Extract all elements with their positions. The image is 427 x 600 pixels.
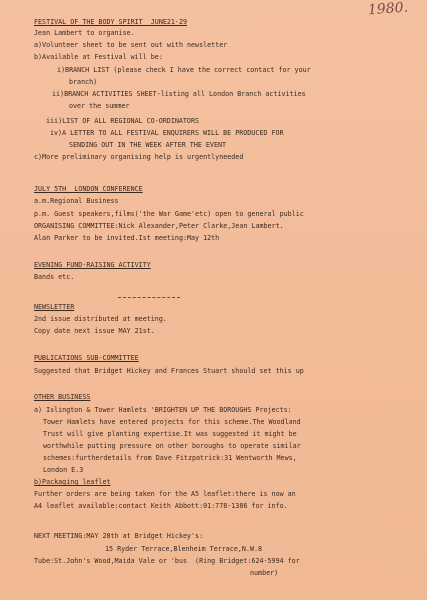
text-line: branch) (69, 78, 98, 86)
text-line: i)BRANCH LIST (please check I have the correct contact for your (57, 66, 311, 74)
text-line: worthwhile putting pressure on other boroughs to operate similar (43, 442, 301, 450)
text-line: ii)BRANCH ACTIVITIES SHEET-listing all London Branch activities (52, 90, 306, 98)
section-heading-publications: PUBLICATIONS SUB-COMMITTEE (34, 354, 139, 362)
section-heading-newsletter: NEWSLETTER (34, 303, 75, 311)
text-line: a) Islington & Tower Hamlets 'BRIGHTEN UP THE BOROUGHS Projects: (34, 406, 292, 414)
text-line: c)More preliminary organising help is urgentlyneeded (34, 153, 244, 161)
text-line: schemes:furtherdetails from Dave Fitzpatrick:31 Wentworth Mews, (43, 454, 297, 462)
text-line: Bands etc. (34, 273, 75, 281)
text-line: iii)LIST OF ALL REGIONAL CO-ORDINATORS (46, 117, 199, 125)
sub-heading-packaging-leaflet: b)Packaging leaflet (34, 478, 111, 486)
text-line: London E.3 (43, 466, 84, 474)
next-meeting-address: 15 Ryder Terrace,Blenheim Terrace,N.W.8 (105, 545, 263, 553)
text-line: Trust will give planting expertise.It was suggested it might be (43, 430, 297, 438)
text-line: 2nd issue distributed at meeting. (34, 315, 167, 323)
text-line: Suggested that Bridget Hickey and Frances Stuart should set this up (34, 367, 304, 375)
text-line: iv)A LETTER TO ALL FESTIVAL ENQUIRERS WILL BE PRODUCED FOR (50, 129, 284, 137)
section-heading-conference: JULY 5TH LONDON CONFERENCE (34, 185, 143, 193)
text-line: Jean Lambert to organise. (34, 29, 135, 37)
section-heading-fundraising: EVENING FUND-RAISING ACTIVITY (34, 261, 151, 269)
text-line: a.m.Regional Business (34, 197, 119, 205)
text-line: Further orders are being taken for the A5 leaflet:there is now an (34, 490, 296, 498)
text-line: b)Available at Festival will be: (34, 53, 163, 61)
text-line: Tower Hamlets have entered projects for this scheme.The Woodland (43, 418, 301, 426)
section-heading-festival: FESTIVAL OF THE BODY SPIRIT JUNE21-29 (34, 18, 187, 26)
text-line: ORGANISING COMMITTEE:Nick Alexander,Peter Clarke,Jean Lambert. (34, 222, 284, 230)
text-line: Alan Parker to be invited.Ist meeting:May 12th (34, 234, 220, 242)
next-meeting-travel: Tube:St.John's Wood,Maida Vale or 'bus (Ring Bridget:624-5994 for (34, 557, 300, 565)
section-divider (118, 297, 180, 298)
text-line: over the summer (69, 102, 130, 110)
next-meeting-line: NEXT MEETING:MAY 28th at Bridget Hickey's: (34, 532, 204, 540)
handwritten-year-annotation: 1980. (367, 0, 409, 19)
next-meeting-travel-cont: number) (250, 569, 279, 577)
text-line: A4 leaflet available:contact Keith Abbott:01:778-1386 for info. (34, 502, 288, 510)
section-heading-other-business: OTHER BUSINESS (34, 393, 91, 401)
text-line: a)Volunteer sheet to be sent out with newsletter (34, 41, 228, 49)
text-line: SENDING OUT IN THE WEEK AFTER THE EVENT (69, 141, 227, 149)
text-line: Copy date next issue MAY 21st. (34, 327, 155, 335)
text-line: p.m. Guest speakers,films('the War Game'etc) open to general public (34, 210, 304, 218)
